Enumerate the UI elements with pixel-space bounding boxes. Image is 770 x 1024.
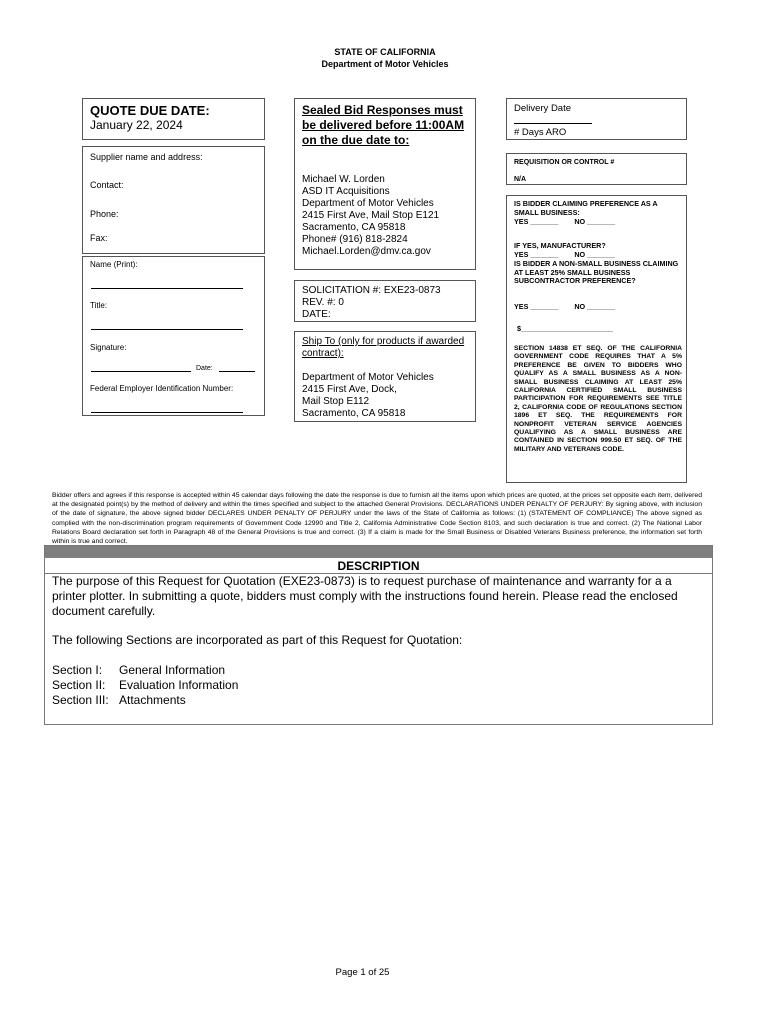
sealed-bid-line-5: Sacramento, CA 95818: [302, 222, 406, 233]
delivery-date-line[interactable]: [514, 123, 592, 124]
small-business-question: IS BIDDER CLAIMING PREFERENCE AS A SMALL BUSINESS:: [514, 199, 658, 217]
manufacturer-question: IF YES, MANUFACTURER?: [514, 241, 606, 250]
solicitation-number: SOLICITATION #: EXE23-0873: [302, 285, 441, 296]
preference-box: [506, 195, 687, 483]
contact-label: Contact:: [90, 180, 124, 190]
ship-to-line-4: Sacramento, CA 95818: [302, 408, 406, 419]
subcontractor-question: IS BIDDER A NON-SMALL BUSINESS CLAIMING AT LEAST 25% SMALL BUSINESS SUBCONTRACTOR PREFERENCE?: [514, 259, 679, 286]
sealed-bid-box: [294, 98, 476, 270]
section-1-name: General Information: [119, 663, 226, 677]
delivery-date-label: Delivery Date: [514, 103, 572, 114]
ship-to-line-2: 2415 First Ave, Dock,: [302, 384, 397, 395]
description-para-1: The purpose of this Request for Quotation (EXE23-0873) is to request purchase of maintenance and warranty for a a printer plotter. In submitting a quote, bidders must comply with the instructions found herein. Please read the enclosed document carefully.: [52, 574, 678, 618]
date-label: Date:: [196, 365, 213, 372]
signature-box: [82, 256, 265, 416]
ship-to-line-3: Mail Stop E112: [302, 396, 370, 407]
sealed-bid-line-4: 2415 First Ave, Mail Stop E121: [302, 210, 440, 221]
fax-label: Fax:: [90, 233, 108, 243]
date-line[interactable]: [219, 371, 255, 372]
solicitation-rev: REV. #: 0: [302, 297, 344, 308]
supplier-name-label: Supplier name and address:: [90, 152, 203, 162]
supplier-box: [82, 146, 265, 254]
solicitation-box: [294, 280, 476, 322]
quote-due-date: January 22, 2024: [90, 118, 183, 132]
description-box: [44, 545, 713, 725]
sealed-bid-line-2: ASD IT Acquisitions: [302, 186, 390, 197]
page-number: Page 1 of 25: [335, 967, 390, 978]
sealed-bid-email[interactable]: Michael.Lorden@dmv.ca.gov: [302, 246, 431, 257]
signature-label: Signature:: [90, 343, 127, 352]
name-print-label: Name (Print):: [90, 260, 138, 269]
requisition-label: REQUISITION OR CONTROL #: [514, 159, 615, 166]
preference-section-text: SECTION 14838 ET SEQ. OF THE CALIFORNIA GOVERNMENT CODE REQUIRES THAT A 5% PREFERENCE BE GIVEN TO BIDDERS WHO QUALIFY AS A SMALL BUSINESS AS A NON-SMALL BUSINESS CLAIMING AT LEAST 25% CALIFORNIA CERTIFIED SMALL BUSINESS PARTICIPATION FOR REQUIREMENTS SEE TITLE 2, CALIFORNIA CODE OF REGULATIONS SECTION 1896 ET SEQ. THE REQUIREMENTS FOR NONPROFIT VETERAN SERVICE AGENCIES QUALIFYING AS A SMALL BUSINESS ARE CONTAINED IN SECTION 999.50 ET SEQ. OF THE MILITARY AND VETERANS CODE.: [514, 345, 682, 453]
description-heading: DESCRIPTION: [337, 559, 420, 573]
declaration-text: Bidder offers and agrees if this response is accepted within 45 calendar days following the date the response is due to furnish all the items upon which prices are quoted, at the prices set opposite each item, delivered at the designated point(s) by the method of delivery and within the times specified and subject to the attached General Provisions. DECLARATIONS UNDER PENALTY OF PERJURY: By signing above, with inclusion of the date of signature, the above signed bidder DECLARES UNDER PENALTY OF PERJURY under the laws of the State of California as follows: (1) (STATEMENT OF COMPLIANCE) The above signed as complied with the non-discrimination program requirements of Government Code 12990 and Title 2, California Administrative Code Section 8103, and such declaration is true and correct. (2) The National Labor Relations Board declaration set forth in Paragraph 48 of the General Provisions is true and correct. (3) If a claim is made for the Small Business or Disabled Veterans Business preference, the information set forth within is true and correct.: [52, 492, 702, 546]
delivery-box: [506, 98, 687, 140]
sealed-bid-heading: Sealed Bid Responses must be delivered before 11:00AM on the due date to:: [302, 103, 465, 147]
gray-bar: [45, 546, 712, 558]
section-1-num: Section I:: [52, 663, 103, 677]
manufacturer-yes-no[interactable]: YES _______ NO _______: [514, 250, 616, 259]
fein-line[interactable]: [91, 412, 243, 413]
solicitation-date: DATE:: [302, 309, 331, 320]
header-state: STATE OF CALIFORNIA: [334, 47, 436, 57]
small-business-yes-no[interactable]: YES _______ NO _______: [514, 217, 616, 226]
requisition-value: N/A: [514, 176, 527, 183]
sealed-bid-line-1: Michael W. Lorden: [302, 174, 385, 185]
ship-to-line-1: Department of Motor Vehicles: [302, 372, 434, 383]
phone-label: Phone:: [90, 209, 119, 219]
days-aro-label: # Days ARO: [514, 127, 567, 138]
dollar-amount-line[interactable]: $_______________________: [517, 324, 613, 333]
name-print-line[interactable]: [91, 288, 243, 289]
requisition-box: [506, 153, 687, 185]
sealed-bid-line-3: Department of Motor Vehicles: [302, 198, 434, 209]
description-para-2: The following Sections are incorporated as part of this Request for Quotation:: [52, 633, 463, 647]
section-3-num: Section III:: [52, 693, 109, 707]
section-2-num: Section II:: [52, 678, 106, 692]
subcontractor-yes-no[interactable]: YES _______ NO _______: [514, 302, 616, 311]
section-3-name: Attachments: [119, 693, 186, 707]
quote-due-label: QUOTE DUE DATE:: [90, 103, 210, 118]
ship-to-box: [294, 331, 476, 422]
section-2-name: Evaluation Information: [119, 678, 239, 692]
title-line[interactable]: [91, 329, 243, 330]
header-department: Department of Motor Vehicles: [321, 59, 449, 69]
title-label: Title:: [90, 301, 108, 310]
signature-line[interactable]: [91, 371, 191, 372]
ship-to-heading: Ship To (only for products if awarded contract):: [302, 336, 465, 359]
sealed-bid-line-6: Phone# (916) 818-2824: [302, 234, 408, 245]
quote-due-box: [82, 98, 265, 140]
fein-label: Federal Employer Identification Number:: [90, 384, 234, 393]
